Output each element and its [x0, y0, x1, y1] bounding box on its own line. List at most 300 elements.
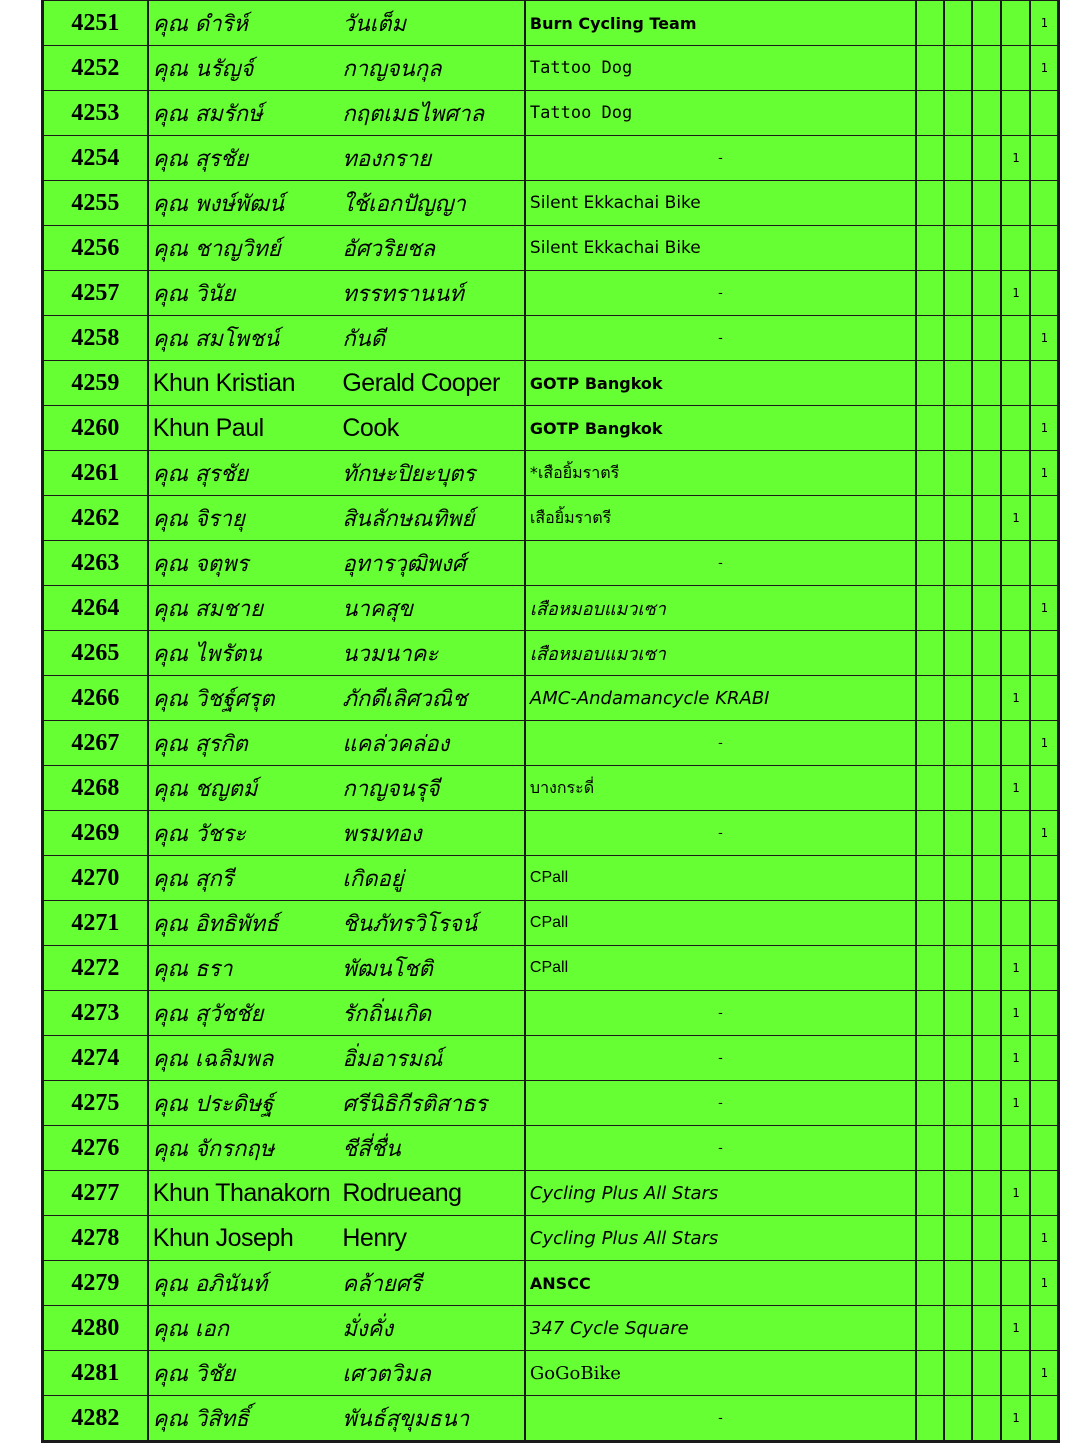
- first-name: Khun Thanakorn: [148, 1171, 339, 1216]
- category-cell: [1030, 181, 1057, 226]
- first-name: คุณ สุรกิต: [148, 721, 339, 766]
- last-name: กาญจนกุล: [338, 46, 525, 91]
- category-cell: [916, 586, 944, 631]
- bib-number: 4251: [44, 1, 148, 46]
- last-name: อิ่มอารมณ์: [338, 1036, 525, 1081]
- category-cell: [1001, 91, 1030, 136]
- category-cell: 1: [1030, 451, 1057, 496]
- category-cell: [1001, 1216, 1030, 1261]
- category-cell: [972, 1171, 1001, 1216]
- category-cell: 1: [1030, 586, 1057, 631]
- table-row: [44, 631, 1058, 676]
- category-cell: [916, 451, 944, 496]
- category-cell: [1001, 631, 1030, 676]
- table-row: [44, 811, 1058, 856]
- team-name: เสือหมอบแมวเซา: [525, 586, 916, 631]
- table-row: [44, 1396, 1058, 1441]
- category-cell: [916, 541, 944, 586]
- team-name: -: [525, 271, 916, 316]
- category-cell: [944, 1, 972, 46]
- category-cell: [972, 46, 1001, 91]
- last-name: ศรีนิธิกีรติสาธร: [338, 1081, 525, 1126]
- bib-number: 4256: [44, 226, 148, 271]
- category-cell: [916, 946, 944, 991]
- category-cell: [944, 1351, 972, 1396]
- table-row: [44, 721, 1058, 766]
- first-name: คุณ จิรายุ: [148, 496, 339, 541]
- category-cell: [944, 1396, 972, 1441]
- category-cell: [1030, 1306, 1057, 1351]
- bib-number: 4253: [44, 91, 148, 136]
- category-cell: [972, 991, 1001, 1036]
- team-name: -: [525, 811, 916, 856]
- bib-number: 4270: [44, 856, 148, 901]
- team-name: GoGoBike: [525, 1351, 916, 1396]
- category-cell: [916, 406, 944, 451]
- table-row: [44, 316, 1058, 361]
- first-name: คุณ อภินันท์: [148, 1261, 339, 1306]
- last-name: วันเต็ม: [338, 1, 525, 46]
- category-cell: [916, 766, 944, 811]
- team-name: Cycling Plus All Stars: [525, 1216, 916, 1261]
- category-cell: 1: [1030, 721, 1057, 766]
- category-cell: [1030, 271, 1057, 316]
- last-name: อุทารวุฒิพงศ์: [338, 541, 525, 586]
- table-row: [44, 226, 1058, 271]
- category-cell: [944, 361, 972, 406]
- table-row: [44, 271, 1058, 316]
- category-cell: [972, 226, 1001, 271]
- team-name: CPall: [525, 946, 916, 991]
- table-row: [44, 496, 1058, 541]
- category-cell: [972, 1306, 1001, 1351]
- category-cell: [916, 856, 944, 901]
- category-cell: [972, 676, 1001, 721]
- first-name: คุณ สุกรี: [148, 856, 339, 901]
- table-row: [44, 586, 1058, 631]
- team-name: CPall: [525, 856, 916, 901]
- category-cell: [972, 1396, 1001, 1441]
- category-cell: [944, 316, 972, 361]
- category-cell: [1030, 946, 1057, 991]
- category-cell: [916, 811, 944, 856]
- first-name: Khun Kristian: [148, 361, 339, 406]
- category-cell: 1: [1030, 1216, 1057, 1261]
- category-cell: 1: [1001, 766, 1030, 811]
- bib-number: 4282: [44, 1396, 148, 1441]
- registration-table: [41, 0, 1060, 1443]
- bib-number: 4263: [44, 541, 148, 586]
- bib-number: 4274: [44, 1036, 148, 1081]
- last-name: ทองกราย: [338, 136, 525, 181]
- category-cell: 1: [1030, 811, 1057, 856]
- category-cell: [1030, 1126, 1057, 1171]
- first-name: คุณ วิชฐ์ศรุต: [148, 676, 339, 721]
- bib-number: 4265: [44, 631, 148, 676]
- bib-number: 4280: [44, 1306, 148, 1351]
- first-name: คุณ วิชัย: [148, 1351, 339, 1396]
- category-cell: [944, 1216, 972, 1261]
- category-cell: [944, 811, 972, 856]
- category-cell: [1030, 991, 1057, 1036]
- table-row: [44, 1216, 1058, 1261]
- category-cell: [916, 1, 944, 46]
- category-cell: [916, 1216, 944, 1261]
- category-cell: [972, 811, 1001, 856]
- team-name: -: [525, 541, 916, 586]
- category-cell: [916, 1171, 944, 1216]
- table-row: [44, 451, 1058, 496]
- last-name: สินลักษณทิพย์: [338, 496, 525, 541]
- category-cell: [1030, 136, 1057, 181]
- table-row: [44, 856, 1058, 901]
- first-name: คุณ ธรา: [148, 946, 339, 991]
- category-cell: [1001, 541, 1030, 586]
- category-cell: [1030, 1396, 1057, 1441]
- first-name: คุณ อิทธิพัทธ์: [148, 901, 339, 946]
- first-name: คุณ วิสิทธิ์: [148, 1396, 339, 1441]
- category-cell: [916, 1306, 944, 1351]
- category-cell: [972, 181, 1001, 226]
- category-cell: [944, 1126, 972, 1171]
- category-cell: [916, 181, 944, 226]
- table-row: [44, 1081, 1058, 1126]
- table-row: [44, 541, 1058, 586]
- category-cell: [972, 766, 1001, 811]
- category-cell: [916, 136, 944, 181]
- category-cell: [972, 136, 1001, 181]
- category-cell: [944, 721, 972, 766]
- bib-number: 4276: [44, 1126, 148, 1171]
- category-cell: [972, 946, 1001, 991]
- bib-number: 4254: [44, 136, 148, 181]
- category-cell: [944, 406, 972, 451]
- team-name: Silent Ekkachai Bike: [525, 181, 916, 226]
- category-cell: [916, 901, 944, 946]
- last-name: อัศวริยชล: [338, 226, 525, 271]
- category-cell: [944, 991, 972, 1036]
- category-cell: [944, 91, 972, 136]
- last-name: นาคสุข: [338, 586, 525, 631]
- last-name: เกิดอยู่: [338, 856, 525, 901]
- team-name: -: [525, 1126, 916, 1171]
- category-cell: 1: [1001, 676, 1030, 721]
- category-cell: [1030, 1171, 1057, 1216]
- first-name: คุณ สุวัชชัย: [148, 991, 339, 1036]
- category-cell: [916, 631, 944, 676]
- team-name: Tattoo Dog: [525, 91, 916, 136]
- category-cell: [944, 946, 972, 991]
- category-cell: [944, 451, 972, 496]
- category-cell: [972, 271, 1001, 316]
- category-cell: [944, 901, 972, 946]
- first-name: คุณ ไพรัตน: [148, 631, 339, 676]
- category-cell: 1: [1001, 1396, 1030, 1441]
- bib-number: 4257: [44, 271, 148, 316]
- category-cell: [944, 1306, 972, 1351]
- category-cell: [972, 1351, 1001, 1396]
- category-cell: [916, 316, 944, 361]
- category-cell: [944, 136, 972, 181]
- first-name: คุณ จตุพร: [148, 541, 339, 586]
- category-cell: 1: [1001, 946, 1030, 991]
- category-cell: [972, 586, 1001, 631]
- last-name: พรมทอง: [338, 811, 525, 856]
- category-cell: [944, 586, 972, 631]
- team-name: -: [525, 316, 916, 361]
- bib-number: 4271: [44, 901, 148, 946]
- team-name: GOTP Bangkok: [525, 406, 916, 451]
- category-cell: [1001, 1, 1030, 46]
- category-cell: [972, 901, 1001, 946]
- bib-number: 4260: [44, 406, 148, 451]
- category-cell: [1001, 721, 1030, 766]
- category-cell: [1030, 226, 1057, 271]
- category-cell: [944, 46, 972, 91]
- category-cell: 1: [1001, 271, 1030, 316]
- team-name: -: [525, 136, 916, 181]
- category-cell: 1: [1001, 1171, 1030, 1216]
- category-cell: [972, 496, 1001, 541]
- bib-number: 4269: [44, 811, 148, 856]
- bib-number: 4261: [44, 451, 148, 496]
- category-cell: [944, 226, 972, 271]
- category-cell: 1: [1001, 1081, 1030, 1126]
- last-name: พันธ์สุขุมธนา: [338, 1396, 525, 1441]
- first-name: คุณ ชาญวิทย์: [148, 226, 339, 271]
- category-cell: 1: [1001, 496, 1030, 541]
- last-name: ใช้เอกปัญญา: [338, 181, 525, 226]
- last-name: รักถิ่นเกิด: [338, 991, 525, 1036]
- last-name: ชินภัทรวิโรจน์: [338, 901, 525, 946]
- last-name: กฤตเมธไพศาล: [338, 91, 525, 136]
- category-cell: [944, 541, 972, 586]
- bib-number: 4267: [44, 721, 148, 766]
- last-name: Cook: [338, 406, 525, 451]
- category-cell: 1: [1030, 1351, 1057, 1396]
- team-name: บางกระดี่: [525, 766, 916, 811]
- category-cell: [1030, 766, 1057, 811]
- bib-number: 4258: [44, 316, 148, 361]
- first-name: คุณ สุรชัย: [148, 136, 339, 181]
- first-name: คุณ เฉลิมพล: [148, 1036, 339, 1081]
- table-row: [44, 361, 1058, 406]
- category-cell: [1001, 451, 1030, 496]
- first-name: คุณ วินัย: [148, 271, 339, 316]
- team-name: -: [525, 1081, 916, 1126]
- team-name: -: [525, 1036, 916, 1081]
- category-cell: [944, 496, 972, 541]
- table-row: [44, 1261, 1058, 1306]
- category-cell: [1030, 676, 1057, 721]
- bib-number: 4266: [44, 676, 148, 721]
- category-cell: [916, 1261, 944, 1306]
- last-name: ทักษะปิยะบุตร: [338, 451, 525, 496]
- category-cell: [944, 631, 972, 676]
- table-row: [44, 676, 1058, 721]
- last-name: Gerald Cooper: [338, 361, 525, 406]
- category-cell: [916, 676, 944, 721]
- team-name: AMC-Andamancycle KRABI: [525, 676, 916, 721]
- bib-number: 4278: [44, 1216, 148, 1261]
- category-cell: [1001, 901, 1030, 946]
- team-name: GOTP Bangkok: [525, 361, 916, 406]
- category-cell: [972, 1261, 1001, 1306]
- table-row: [44, 181, 1058, 226]
- table-row: [44, 406, 1058, 451]
- team-name: CPall: [525, 901, 916, 946]
- table-row: [44, 1126, 1058, 1171]
- category-cell: [944, 1171, 972, 1216]
- category-cell: [972, 406, 1001, 451]
- bib-number: 4252: [44, 46, 148, 91]
- first-name: คุณ ดำริห์: [148, 1, 339, 46]
- category-cell: [1001, 1351, 1030, 1396]
- team-name: *เสือยิ้มราตรี: [525, 451, 916, 496]
- category-cell: [944, 856, 972, 901]
- last-name: Rodrueang: [338, 1171, 525, 1216]
- category-cell: [916, 1396, 944, 1441]
- category-cell: [1030, 496, 1057, 541]
- category-cell: [916, 91, 944, 136]
- category-cell: [1030, 1036, 1057, 1081]
- first-name: คุณ เอก: [148, 1306, 339, 1351]
- category-cell: [972, 1216, 1001, 1261]
- bib-number: 4275: [44, 1081, 148, 1126]
- table-row: [44, 91, 1058, 136]
- last-name: คล้ายศรี: [338, 1261, 525, 1306]
- category-cell: [972, 631, 1001, 676]
- first-name: คุณ นรัญจ์: [148, 46, 339, 91]
- bib-number: 4281: [44, 1351, 148, 1396]
- bib-number: 4262: [44, 496, 148, 541]
- table-body: [44, 1, 1058, 1441]
- table-row: [44, 946, 1058, 991]
- last-name: แคล่วคล่อง: [338, 721, 525, 766]
- team-name: -: [525, 991, 916, 1036]
- category-cell: [1030, 631, 1057, 676]
- category-cell: [972, 856, 1001, 901]
- first-name: คุณ จักรกฤษ: [148, 1126, 339, 1171]
- category-cell: [1030, 361, 1057, 406]
- first-name: Khun Joseph: [148, 1216, 339, 1261]
- category-cell: [944, 271, 972, 316]
- category-cell: [1001, 1261, 1030, 1306]
- category-cell: [1001, 1126, 1030, 1171]
- category-cell: [1030, 856, 1057, 901]
- category-cell: [972, 541, 1001, 586]
- first-name: คุณ พงษ์พัฒน์: [148, 181, 339, 226]
- team-name: Tattoo Dog: [525, 46, 916, 91]
- bib-number: 4268: [44, 766, 148, 811]
- category-cell: [1001, 361, 1030, 406]
- category-cell: 1: [1030, 316, 1057, 361]
- category-cell: 1: [1001, 991, 1030, 1036]
- category-cell: [916, 271, 944, 316]
- category-cell: [916, 721, 944, 766]
- last-name: นวมนาคะ: [338, 631, 525, 676]
- team-name: Cycling Plus All Stars: [525, 1171, 916, 1216]
- first-name: คุณ วัชระ: [148, 811, 339, 856]
- category-cell: [1001, 316, 1030, 361]
- last-name: ชีสี่ชื่น: [338, 1126, 525, 1171]
- category-cell: [1001, 856, 1030, 901]
- last-name: มั่งคั่ง: [338, 1306, 525, 1351]
- team-name: -: [525, 1396, 916, 1441]
- category-cell: [972, 1, 1001, 46]
- bib-number: 4272: [44, 946, 148, 991]
- category-cell: 1: [1001, 1036, 1030, 1081]
- first-name: คุณ สุรชัย: [148, 451, 339, 496]
- category-cell: [944, 181, 972, 226]
- last-name: Henry: [338, 1216, 525, 1261]
- category-cell: [944, 766, 972, 811]
- first-name: คุณ ชญตม์: [148, 766, 339, 811]
- category-cell: [1001, 586, 1030, 631]
- category-cell: [972, 316, 1001, 361]
- category-cell: 1: [1030, 1, 1057, 46]
- category-cell: 1: [1030, 46, 1057, 91]
- category-cell: [972, 451, 1001, 496]
- team-name: -: [525, 721, 916, 766]
- category-cell: [916, 1351, 944, 1396]
- team-name: 347 Cycle Square: [525, 1306, 916, 1351]
- last-name: ภักดีเลิศวณิช: [338, 676, 525, 721]
- category-cell: 1: [1001, 1306, 1030, 1351]
- table-row: [44, 901, 1058, 946]
- category-cell: [1030, 91, 1057, 136]
- category-cell: [916, 1126, 944, 1171]
- team-name: เสือยิ้มราตรี: [525, 496, 916, 541]
- category-cell: [1030, 901, 1057, 946]
- category-cell: [944, 1036, 972, 1081]
- category-cell: [916, 361, 944, 406]
- category-cell: [1030, 1081, 1057, 1126]
- category-cell: [916, 46, 944, 91]
- team-name: Silent Ekkachai Bike: [525, 226, 916, 271]
- team-name: ANSCC: [525, 1261, 916, 1306]
- category-cell: [972, 721, 1001, 766]
- team-name: Burn Cycling Team: [525, 1, 916, 46]
- team-name: เสือหมอบแมวเซา: [525, 631, 916, 676]
- table-row: [44, 1351, 1058, 1396]
- bib-number: 4255: [44, 181, 148, 226]
- category-cell: [1001, 406, 1030, 451]
- category-cell: [944, 676, 972, 721]
- last-name: พัฒนโชติ: [338, 946, 525, 991]
- bib-number: 4279: [44, 1261, 148, 1306]
- category-cell: [916, 226, 944, 271]
- first-name: คุณ สมชาย: [148, 586, 339, 631]
- category-cell: [972, 361, 1001, 406]
- table-row: [44, 1171, 1058, 1216]
- first-name: คุณ สมรักษ์: [148, 91, 339, 136]
- category-cell: 1: [1030, 1261, 1057, 1306]
- table-row: [44, 136, 1058, 181]
- category-cell: [944, 1081, 972, 1126]
- category-cell: [1001, 811, 1030, 856]
- category-cell: [972, 1036, 1001, 1081]
- last-name: กันดี: [338, 316, 525, 361]
- category-cell: [1001, 226, 1030, 271]
- table-row: [44, 1306, 1058, 1351]
- category-cell: [972, 91, 1001, 136]
- category-cell: [1001, 46, 1030, 91]
- bib-number: 4259: [44, 361, 148, 406]
- first-name: Khun Paul: [148, 406, 339, 451]
- table-row: [44, 766, 1058, 811]
- category-cell: [916, 1081, 944, 1126]
